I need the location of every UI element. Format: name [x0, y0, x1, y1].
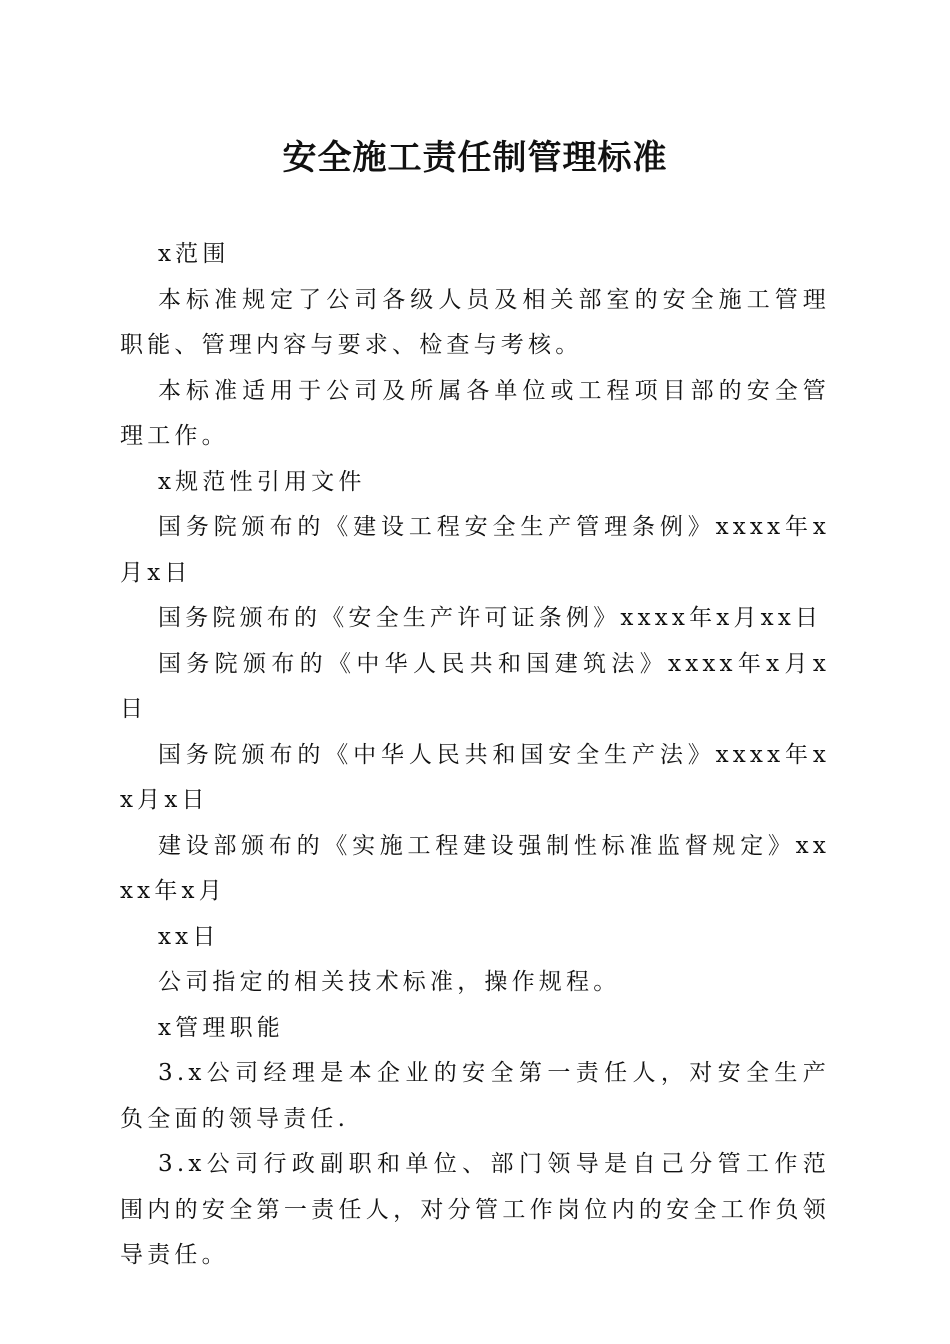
- paragraph: 3.x公司行政副职和单位、部门领导是自己分管工作范围内的安全第一责任人，对分管工作岗位内的安全工作负领导责任。: [120, 1151, 830, 1268]
- paragraph: 3.x公司经理是本企业的安全第一责任人，对安全生产负全面的领导责任.: [120, 1060, 830, 1132]
- reference-item: 国务院颁布的《中华人民共和国建筑法》xxxx年x月x日: [120, 650, 830, 722]
- paragraph: 本标准规定了公司各级人员及相关部室的安全施工管理职能、管理内容与要求、检查与考核。: [120, 286, 830, 358]
- paragraph: 本标准适用于公司及所属各单位或工程项目部的安全管理工作。: [120, 377, 830, 449]
- section-heading-scope: x范围: [158, 241, 230, 267]
- reference-item: 建设部颁布的《实施工程建设强制性标准监督规定》xxxx年x月: [120, 832, 830, 904]
- reference-item-continued: xx日: [158, 923, 220, 950]
- section-heading-functions: x管理职能: [158, 1014, 284, 1041]
- reference-item: 国务院颁布的《中华人民共和国安全生产法》xxxx年xx月x日: [120, 741, 830, 813]
- reference-item: 国务院颁布的《安全生产许可证条例》xxxx年x月xx日: [158, 605, 823, 631]
- document-title: 安全施工责任制管理标准: [282, 138, 668, 178]
- document-body: [120, 232, 830, 1279]
- section-heading-references: x规范性引用文件: [158, 468, 366, 495]
- reference-item: 国务院颁布的《建设工程安全生产管理条例》xxxx年x月x日: [120, 514, 830, 586]
- reference-item: 公司指定的相关技术标准，操作规程。: [158, 969, 621, 995]
